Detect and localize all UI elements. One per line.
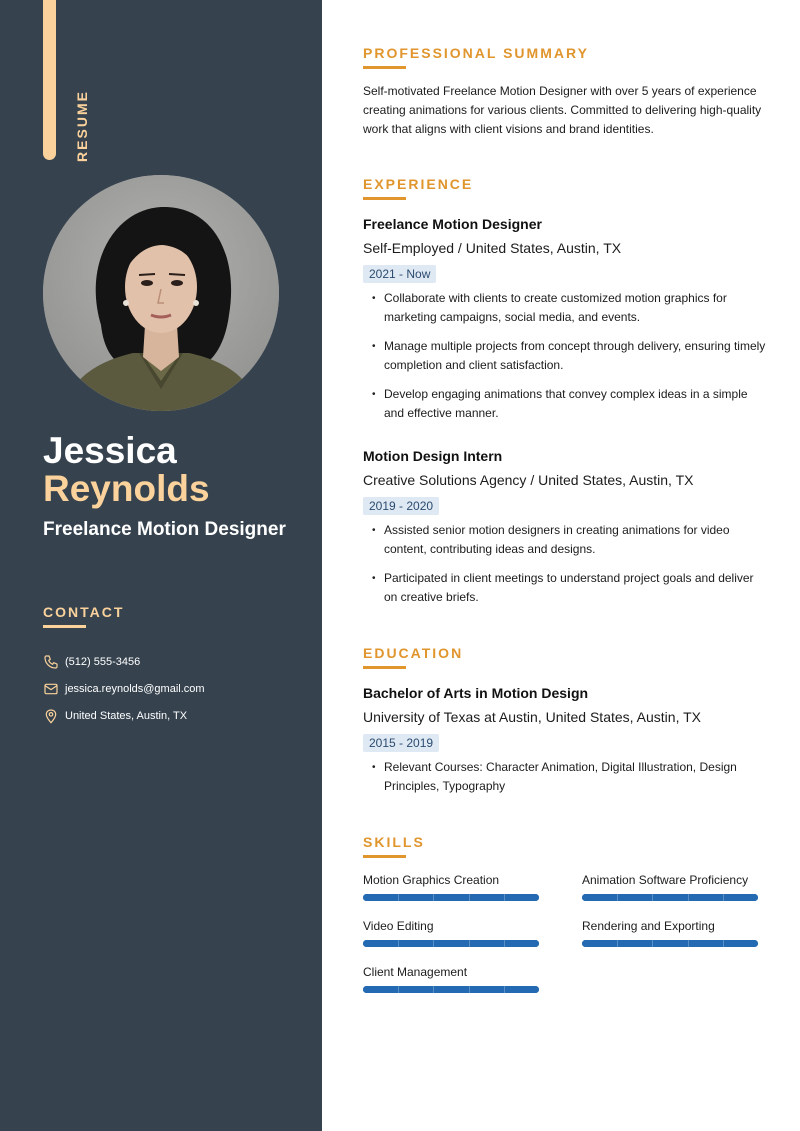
candidate-title: Freelance Motion Designer (43, 519, 286, 540)
skill-bar (582, 940, 758, 947)
skill-bar-segment (469, 894, 470, 901)
skill-bar-segment (469, 986, 470, 993)
skill-bar-segment (504, 986, 505, 993)
job-role: Motion Design Intern (363, 448, 503, 464)
contact-email[interactable] (43, 679, 205, 699)
skill-bar (582, 894, 758, 901)
experience-item (363, 215, 768, 433)
skill-bar-segment (688, 940, 689, 947)
skill-bar-fill (363, 894, 539, 901)
contact-location[interactable] (43, 706, 187, 726)
mail-icon (43, 681, 59, 697)
date-badge: 2019 - 2020 (363, 497, 439, 515)
skill-bar-segment (398, 940, 399, 947)
bullet-item: • Collaborate with clients to create customized motion graphics for marketing campaigns, social media, and events. (363, 289, 768, 327)
skill-bar-segment (652, 894, 653, 901)
school: University of Texas at Austin, United States, Austin, TX (363, 709, 701, 725)
sidebar (0, 0, 322, 1131)
skill-name: Motion Graphics Creation (363, 873, 500, 887)
skill-name: Animation Software Proficiency (582, 873, 749, 887)
skill-bar-fill (582, 894, 758, 901)
skill-bar-fill (363, 986, 539, 993)
job-organization: Creative Solutions Agency / United States, Austin, TX (363, 472, 694, 488)
education-item (363, 684, 768, 806)
job-organization: Self-Employed / United States, Austin, TX (363, 240, 622, 256)
skills-heading-underline (363, 855, 406, 858)
skill-bar-fill (582, 940, 758, 947)
skill-bar-segment (469, 940, 470, 947)
skills-heading: SKILLS (363, 834, 425, 850)
skill-bar (363, 986, 539, 993)
location-pin-icon (43, 708, 59, 724)
bullet-item: • Relevant Courses: Character Animation, Digital Illustration, Design Principles, Typography (363, 758, 768, 796)
skill-item (363, 918, 539, 947)
phone-text: (512) 555-3456 (65, 656, 141, 668)
skill-bar (363, 940, 539, 947)
job-role: Freelance Motion Designer (363, 216, 542, 232)
skill-name: Rendering and Exporting (582, 919, 715, 933)
skill-bar-segment (398, 894, 399, 901)
resume-label: RESUME (74, 90, 90, 162)
contact-phone[interactable] (43, 652, 140, 672)
summary-heading: PROFESSIONAL SUMMARY (363, 45, 589, 61)
skill-bar-segment (617, 940, 618, 947)
profile-photo (43, 175, 279, 411)
job-bullets (363, 289, 768, 423)
skill-bar-segment (433, 986, 434, 993)
skill-item (363, 964, 539, 993)
skill-bar-segment (723, 940, 724, 947)
date-badge: 2015 - 2019 (363, 734, 439, 752)
experience-item (363, 447, 768, 617)
email-text: jessica.reynolds@gmail.com (65, 683, 205, 695)
date-badge: 2021 - Now (363, 265, 436, 283)
skill-bar-segment (398, 986, 399, 993)
skill-bar-segment (688, 894, 689, 901)
summary-heading-underline (363, 66, 406, 69)
skill-bar-segment (723, 894, 724, 901)
degree: Bachelor of Arts in Motion Design (363, 685, 589, 701)
bullet-item: • Manage multiple projects from concept through delivery, ensuring timely completion and client satisfaction. (363, 337, 768, 375)
location-text: United States, Austin, TX (65, 710, 188, 722)
skill-bar-segment (504, 940, 505, 947)
contact-heading-underline (43, 625, 86, 628)
education-heading: EDUCATION (363, 645, 464, 661)
skill-name: Video Editing (363, 919, 434, 933)
skill-bar-segment (617, 894, 618, 901)
skill-item (582, 918, 758, 947)
resume-accent-bar (43, 0, 56, 160)
skill-bar-segment (433, 940, 434, 947)
last-name: Reynolds (43, 468, 210, 509)
skill-bar-segment (652, 940, 653, 947)
education-bullets (363, 758, 768, 796)
first-name: Jessica (43, 430, 177, 471)
skill-item (363, 872, 539, 901)
summary-text: Self-motivated Freelance Motion Designer with over 5 years of experience creating animations for various clients. Committed to delivering high-quality work that aligns with client visions and brand identities. (363, 84, 762, 136)
skill-bar-fill (363, 940, 539, 947)
contact-heading: CONTACT (43, 604, 125, 620)
job-bullets (363, 521, 768, 607)
education-heading-underline (363, 666, 406, 669)
skill-item (582, 872, 758, 901)
skill-name: Client Management (363, 965, 468, 979)
bullet-item: • Develop engaging animations that convey complex ideas in a simple and effective manner. (363, 385, 768, 423)
experience-heading: EXPERIENCE (363, 176, 474, 192)
skill-bar-segment (504, 894, 505, 901)
skill-bar-segment (433, 894, 434, 901)
skill-bar (363, 894, 539, 901)
bullet-item: • Participated in client meetings to understand project goals and deliver on creative briefs. (363, 569, 768, 607)
bullet-item: • Assisted senior motion designers in creating animations for video content, contributing ideas and designs. (363, 521, 768, 559)
experience-heading-underline (363, 197, 406, 200)
phone-icon (43, 654, 59, 670)
